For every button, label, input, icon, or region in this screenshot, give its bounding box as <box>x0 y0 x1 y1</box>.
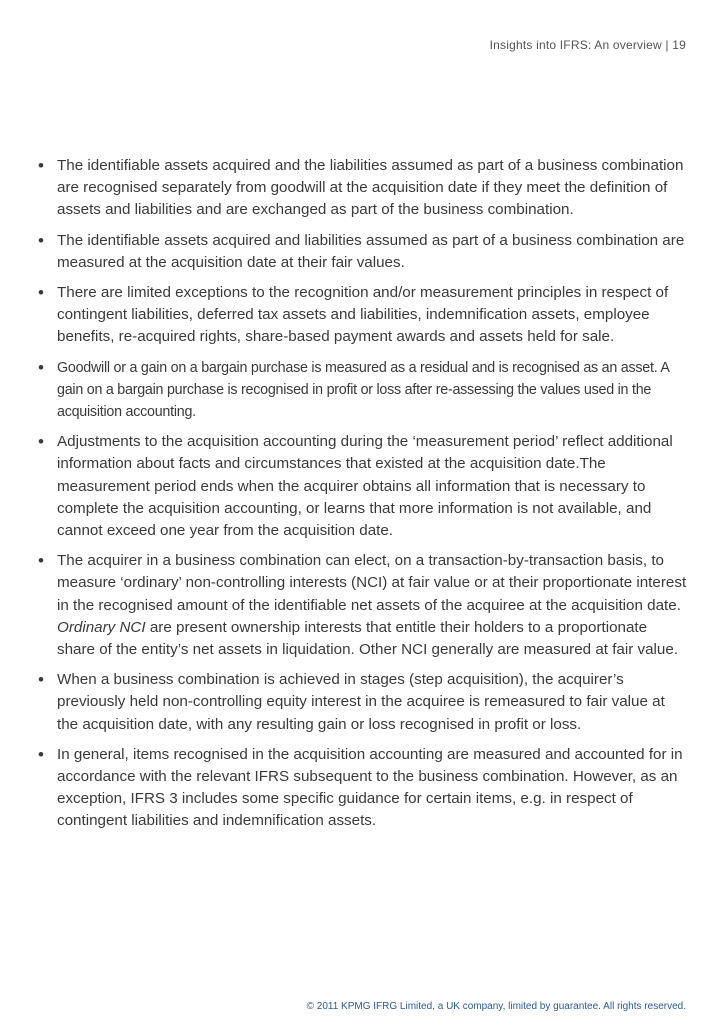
emphasis-term: Ordinary NCI <box>57 618 146 636</box>
bullet-item: • Adjustments to the acquisition accounting during the ‘measurement period’ reflect additional information about facts and circumstances that existed at the acquisition date.The measurement period ends when the acquirer obtains all information that is necessary to complete the acquisition accounting, or learns that more information is not available, and cannot exceed one year from the acquisition date. <box>38 431 688 542</box>
bullet-item: • The identifiable assets acquired and liabilities assumed as part of a business combination are measured at the acquisition date at their fair values. <box>38 230 688 274</box>
bullet-text: The acquirer in a business combination can elect, on a transaction-by-transaction basis, to measure ‘ordinary’ non-controlling interests (NCI) at fair value or at their proportionate interest in the recognised amount of the identifiable net assets of the acquiree at the acquisition date. <box>57 552 687 614</box>
copyright-footer: © 2011 KPMG IFRG Limited, a UK company, limited by guarantee. All rights reserved. <box>306 1001 686 1012</box>
bullet-list <box>38 155 688 841</box>
bullet-item: • The identifiable assets acquired and the liabilities assumed as part of a business combination are recognised separately from goodwill at the acquisition date if they meet the definition of assets and liabilities and are exchanged as part of the business combination. <box>38 155 688 222</box>
running-header: Insights into IFRS: An overview | 19 <box>489 38 686 52</box>
bullet-item <box>38 550 688 661</box>
bullet-item: • In general, items recognised in the acquisition accounting are measured and accounted for in accordance with the relevant IFRS subsequent to the business combination. However, as an exception, IFRS 3 includes some specific guidance for certain items, e.g. in respect of contingent liabilities and indemnification assets. <box>38 744 688 833</box>
bullet-item: • When a business combination is achieved in stages (step acquisition), the acquirer’s previously held non-controlling equity interest in the acquiree is remeasured to fair value at the acquisition date, with any resulting gain or loss recognised in profit or loss. <box>38 669 688 736</box>
bullet-item: • Goodwill or a gain on a bargain purchase is measured as a residual and is recognised as an asset. A gain on a bargain purchase is recognised in profit or loss after re-assessing the values used in the acquisition accounting. <box>38 357 688 424</box>
bullet-item: • There are limited exceptions to the recognition and/or measurement principles in respect of contingent liabilities, deferred tax assets and liabilities, indemnification assets, employee benefits, re-acquired rights, share-based payment awards and assets held for sale. <box>38 282 688 349</box>
bullet-text: are present ownership interests that entitle their holders to a proportionate share of the entity’s net assets in liquidation. Other NCI generally are measured at fair value. <box>57 618 679 659</box>
